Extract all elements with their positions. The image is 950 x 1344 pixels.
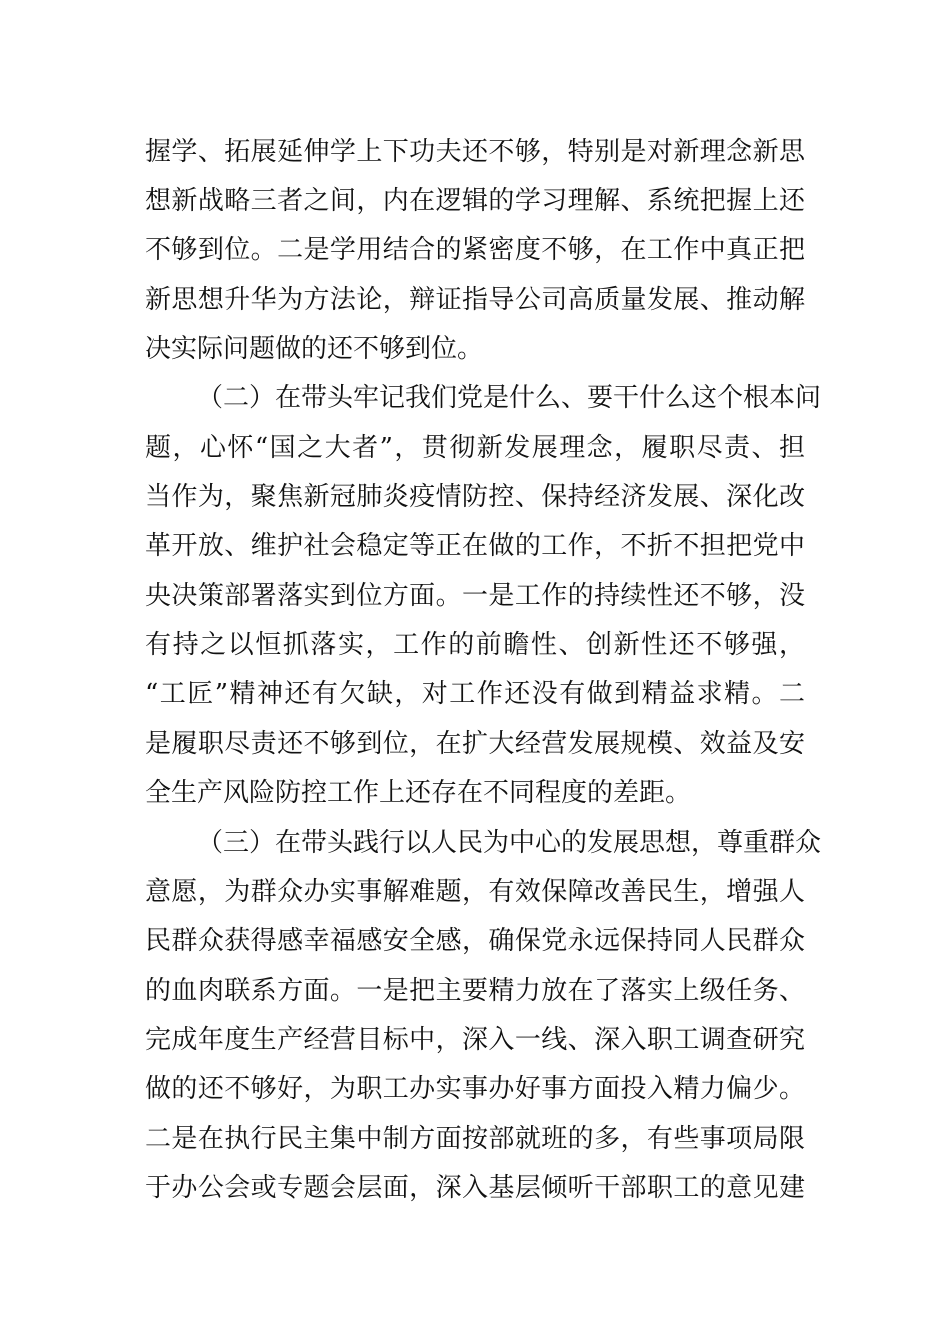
text-line: 新思想升华为方法论，辩证指导公司高质量发展、推动解 (145, 285, 805, 315)
text-line: 决实际问题做的还不够到位。 (145, 334, 484, 364)
text-line: 当作为，聚焦新冠肺炎疫情防控、保持经济发展、深化改 (145, 482, 805, 512)
text-line: 是履职尽责还不够到位，在扩大经营发展规模、效益及安 (145, 729, 805, 759)
text-line: 有持之以恒抓落实，工作的前瞻性、创新性还不够强， (145, 630, 805, 660)
text-line: 的血肉联系方面。一是把主要精力放在了落实上级任务、 (145, 976, 805, 1006)
text-line: 握学、拓展延伸学上下功夫还不够，特别是对新理念新思 (145, 137, 805, 167)
text-line: 题，心怀“国之大者”，贯彻新发展理念，履职尽责、担 (145, 433, 805, 463)
text-line: 于办公会或专题会层面，深入基层倾听干部职工的意见建 (145, 1173, 805, 1203)
text-line: 民群众获得感幸福感安全感，确保党永远保持同人民群众 (145, 926, 805, 956)
text-line: 不够到位。二是学用结合的紧密度不够，在工作中真正把 (145, 235, 805, 265)
text-line: 想新战略三者之间，内在逻辑的学习理解、系统把握上还 (145, 186, 805, 216)
text-line: 央决策部署落实到位方面。一是工作的持续性还不够，没 (145, 581, 805, 611)
text-line: 革开放、维护社会稳定等正在做的工作，不折不担把党中 (145, 531, 805, 561)
text-line: “工匠”精神还有欠缺，对工作还没有做到精益求精。二 (145, 679, 805, 709)
paragraph-heading-line: （三）在带头践行以人民为中心的发展思想，尊重群众 (197, 828, 822, 858)
text-line: 完成年度生产经营目标中，深入一线、深入职工调查研究 (145, 1025, 805, 1055)
paragraph-heading-line: （二）在带头牢记我们党是什么、要干什么这个根本问 (197, 383, 822, 413)
text-line: 全生产风险防控工作上还存在不同程度的差距。 (145, 778, 692, 808)
text-line: 意愿，为群众办实事解难题，有效保障改善民生，增强人 (145, 877, 805, 907)
text-line: 做的还不够好，为职工办实事办好事方面投入精力偏少。 (145, 1074, 805, 1104)
text-line: 二是在执行民主集中制方面按部就班的多，有些事项局限 (145, 1124, 805, 1154)
